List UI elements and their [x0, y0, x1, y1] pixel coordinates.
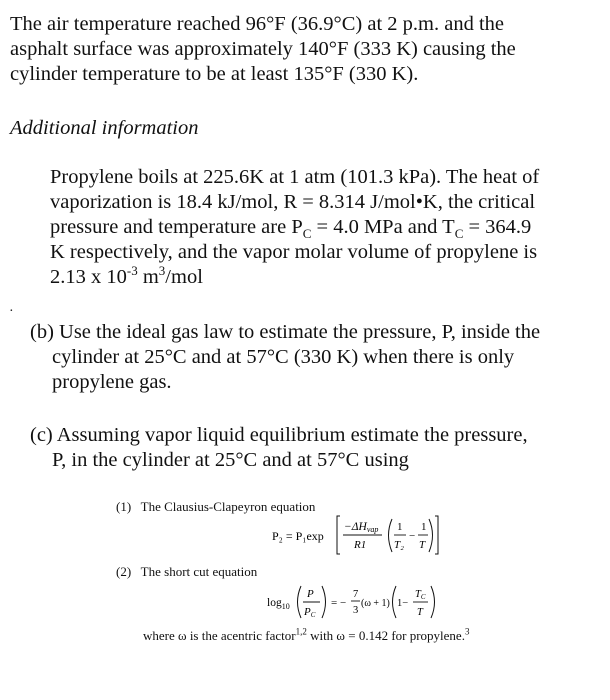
- additional-information-paragraph: [50, 165, 595, 290]
- intro-line: asphalt surface was approximately 140°F (333 K) causing the: [10, 38, 516, 60]
- text-span: 2.13 x 10: [50, 266, 127, 288]
- eq2-seven: 7: [353, 589, 359, 600]
- text-span: pressure and temperature are P: [50, 216, 303, 238]
- eq1-f2-den: T: [419, 539, 426, 551]
- eq2-tc-den: T: [417, 607, 423, 618]
- additional-line: [50, 215, 595, 240]
- superscript: -3: [126, 263, 138, 279]
- part-b-question: [30, 320, 590, 395]
- additional-line: [50, 265, 595, 290]
- additional-line: K respectively, and the vapor molar volume of propylene is: [50, 241, 538, 263]
- eq1-inner-paren-left: [389, 519, 393, 552]
- eq2-frac-den: PC: [304, 606, 316, 619]
- part-c-line: P, in the cylinder at 25°C and at 57°C using: [52, 449, 409, 471]
- eq2-paren-left-2: [393, 586, 397, 618]
- eq2-one-minus: 1−: [397, 598, 409, 609]
- part-c-question: [30, 423, 590, 473]
- eq2-paren-left-1: [298, 586, 302, 618]
- equation-2-label: (2) The short cut equation: [116, 564, 258, 579]
- eq1-inner-paren-right: [429, 519, 433, 552]
- superscript: 3: [158, 263, 166, 279]
- short-cut-equation: [265, 582, 440, 622]
- additional-line: vaporization is 18.4 kJ/mol, R = 8.314 J/mol•K, the critical: [50, 191, 536, 213]
- eq1-outer-bracket-left: [337, 516, 340, 554]
- eq2-paren-right-2: [431, 586, 435, 618]
- eq1-f1-den: T₂: [394, 539, 404, 551]
- clausius-clapeyron-equation: [270, 510, 440, 558]
- acentric-factor-note: [143, 628, 469, 644]
- eq2-paren-right-1: [322, 586, 326, 618]
- subscript: C: [302, 226, 312, 242]
- eq1-f2-num: 1: [421, 521, 427, 533]
- eq1-f1-num: 1: [397, 521, 403, 533]
- eq2-equals: = −: [331, 597, 347, 609]
- bullet-dot: ·: [9, 304, 14, 319]
- text-span: m: [137, 266, 159, 288]
- text-span: with ω = 0.142 for propylene.: [306, 628, 465, 643]
- subscript: C: [454, 226, 464, 242]
- part-b-line: cylinder at 25°C and at 57°C (330 K) when there is only: [52, 346, 515, 368]
- text-span: = 4.0 MPa and T: [311, 216, 455, 238]
- eq1-numerator: −ΔHvap: [344, 521, 379, 534]
- part-c-line: (c) Assuming vapor liquid equilibrium estimate the pressure,: [30, 424, 528, 446]
- text-span: = 364.9: [463, 216, 532, 238]
- superscript: 3: [464, 626, 470, 637]
- text-span: where ω is the acentric factor: [143, 628, 296, 643]
- eq2-omega-term: (ω + 1): [361, 598, 390, 609]
- additional-information-heading: Additional information: [10, 117, 199, 139]
- equation-1-label: (1) The Clausius-Clapeyron equation: [116, 499, 316, 514]
- superscript: 1,2: [295, 626, 307, 637]
- additional-line: Propylene boils at 225.6K at 1 atm (101.3 kPa). The heat of: [50, 166, 540, 188]
- intro-line: The air temperature reached 96°F (36.9°C) at 2 p.m. and the: [10, 13, 504, 35]
- text-span: /mol: [165, 266, 203, 288]
- eq1-lhs: P₂ = P₁exp: [272, 529, 324, 543]
- eq1-minus: −: [409, 530, 416, 542]
- part-b-line: propylene gas.: [52, 371, 172, 393]
- eq2-log: $\log_{10}$: [267, 597, 290, 611]
- eq1-denominator: R1: [354, 539, 367, 551]
- intro-line: cylinder temperature to be at least 135°F (330 K).: [10, 63, 419, 85]
- intro-paragraph: [10, 12, 600, 87]
- eq2-frac-num: P: [307, 588, 314, 600]
- part-b-line: (b) Use the ideal gas law to estimate the pressure, P, inside the: [30, 321, 541, 343]
- eq2-tc-num: TC: [415, 589, 426, 601]
- eq2-three: 3: [353, 605, 359, 616]
- eq1-outer-bracket-right: [435, 516, 438, 554]
